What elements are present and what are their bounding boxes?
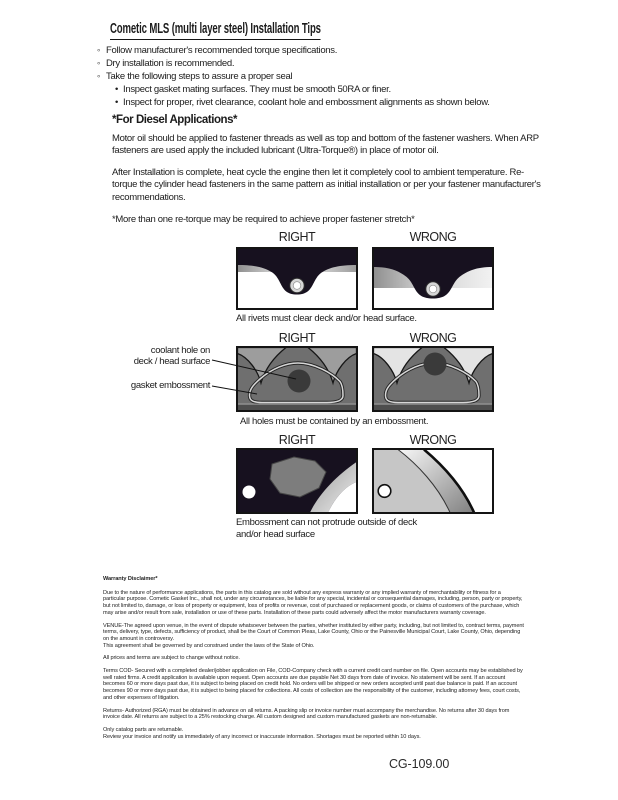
- gasket-embossment-label: gasket embossment: [130, 380, 210, 391]
- diagram-protrusion-right: [236, 448, 358, 514]
- wrong-label: WRONG: [409, 331, 457, 345]
- row2-caption: All holes must be contained by an embossment.: [240, 416, 429, 427]
- list-item: [115, 83, 562, 96]
- wrong-label: WRONG: [409, 433, 457, 447]
- diagram-rivet-right: [236, 247, 358, 310]
- paragraph: After Installation is complete, heat cycle the engine then let it completely cool to ambient temperature. Re-torque the cylinder head fasteners in the same pattern as initial installation or per your fastener manufacturer's recommendations.: [112, 166, 541, 203]
- right-label: RIGHT: [278, 230, 316, 244]
- bullet-icon: ◦: [97, 58, 101, 69]
- list-item: [97, 44, 562, 57]
- right-label: RIGHT: [278, 331, 316, 345]
- diagram-embossment-right: [236, 346, 358, 412]
- installation-tips-list: [97, 44, 562, 109]
- page-title: Cometic MLS (multi layer steel) Installation Tips: [110, 21, 321, 40]
- tip-text: Inspect gasket mating surfaces. They must be smooth 50RA or finer.: [123, 84, 391, 95]
- page-number: CG-109.00: [389, 757, 450, 771]
- diagram-protrusion-wrong: [372, 448, 494, 514]
- warranty-disclaimer: [103, 576, 524, 746]
- list-item: [97, 70, 562, 83]
- right-label: RIGHT: [278, 433, 316, 447]
- sub-bullet-icon: •: [115, 84, 119, 95]
- diesel-section-heading: *For Diesel Applications*: [112, 114, 238, 126]
- tip-text: Take the following steps to assure a proper seal: [106, 71, 293, 82]
- row1-caption: All rivets must clear deck and/or head surface.: [236, 313, 417, 324]
- coolant-hole-label: coolant hole on deck / head surface: [133, 345, 210, 367]
- diagram-rivet-wrong: [372, 247, 494, 310]
- legal-paragraph: Review your invoice and notify us immediately of any incorrect or inaccurate information. Shortages must be reported within 10 days.: [103, 733, 421, 740]
- legal-paragraph: Returns- Authorized (RGA) must be obtained in advance on all returns. A packing slip or invoice number must accompany the merchandise. No returns after 30 days from invoice date. All returns are subject to a 25% restocking charge. All custom designed and custom manufactured gaskets are non-returnable.: [103, 707, 510, 721]
- diesel-section-body: [112, 133, 548, 236]
- legal-paragraph: Only catalog parts are returnable.: [103, 726, 184, 733]
- tip-text: Dry installation is recommended.: [106, 58, 235, 69]
- sub-bullet-icon: •: [115, 97, 119, 108]
- list-item: [97, 57, 562, 70]
- wrong-label: WRONG: [409, 230, 457, 244]
- legal-paragraph: This agreement shall be governed by and construed under the laws of the State of Ohio.: [103, 642, 315, 649]
- diagram-embossment-wrong: [372, 346, 494, 412]
- bullet-icon: ◦: [97, 45, 101, 56]
- legal-paragraph: Terms COD- Secured with a completed dealer/jobber application on File, COD-Company check with a current credit card number on file. Open accounts may be established by well rated firms. A credit application is available upon request. Open accounts are due payable Net 30 days from date of invoice. No statement will be sent. If an account becomes 60 or more days past due, it is subject to being placed on credit hold. No orders will be shipped or new orders accepted until past due balance is paid. If an account becomes 90 or more days past due, it is subject to being placed for collections. All costs of collection are the responsibility of the customer, including attorney fees, court costs, and other expenses of litigation.: [103, 668, 523, 701]
- tip-text: Inspect for proper, rivet clearance, coolant hole and embossment alignments as shown below.: [123, 97, 490, 108]
- warranty-heading: Warranty Disclaimer*: [103, 576, 158, 582]
- legal-paragraph: All prices and terms are subject to change without notice.: [103, 655, 240, 662]
- paragraph: Motor oil should be applied to fastener threads as well as top and bottom of the fastener washers. When ARP fasteners are used apply the included lubricant (Ultra-Torque®) in place of motor oil.: [112, 133, 539, 157]
- paragraph: *More than one re-torque may be required to achieve proper fastener stretch*: [112, 214, 415, 226]
- list-item: [115, 96, 562, 109]
- legal-paragraph: VENUE-The agreed upon venue, in the event of dispute whatsoever between the parties, whether instituted by either party, including, but not limited to, contract terms, payment terms, delivery, type, defects, sufficiency of product, shall be the Court of Common Pleas, Lake County, Ohio or the Painesville Municipal Court, Lake County, Ohio, depending on the amount in controversy.: [103, 622, 524, 642]
- bullet-icon: ◦: [97, 71, 101, 82]
- row3-caption: Embossment can not protrude outside of deck and/or head surface: [236, 517, 417, 540]
- legal-paragraph: Due to the nature of performance applications, the parts in this catalog are sold without any express warranty or any implied warranty of merchantability or fitness for a particular purpose. Cometic Gasket Inc., shall not, under any circumstances, be liable for any special, incidental or consequential damages, including, person, party or property, but not limited to, damage, or loss of property or equipment, loss of profits or revenue, cost of purchased or replacement goods, or claims of customers of the purchase, which may arise and/or result from sale, installation or use of these parts. Installation of these parts could adversely affect the motor manufacturers warranty coverage.: [103, 589, 523, 616]
- tip-text: Follow manufacturer's recommended torque specifications.: [106, 45, 338, 56]
